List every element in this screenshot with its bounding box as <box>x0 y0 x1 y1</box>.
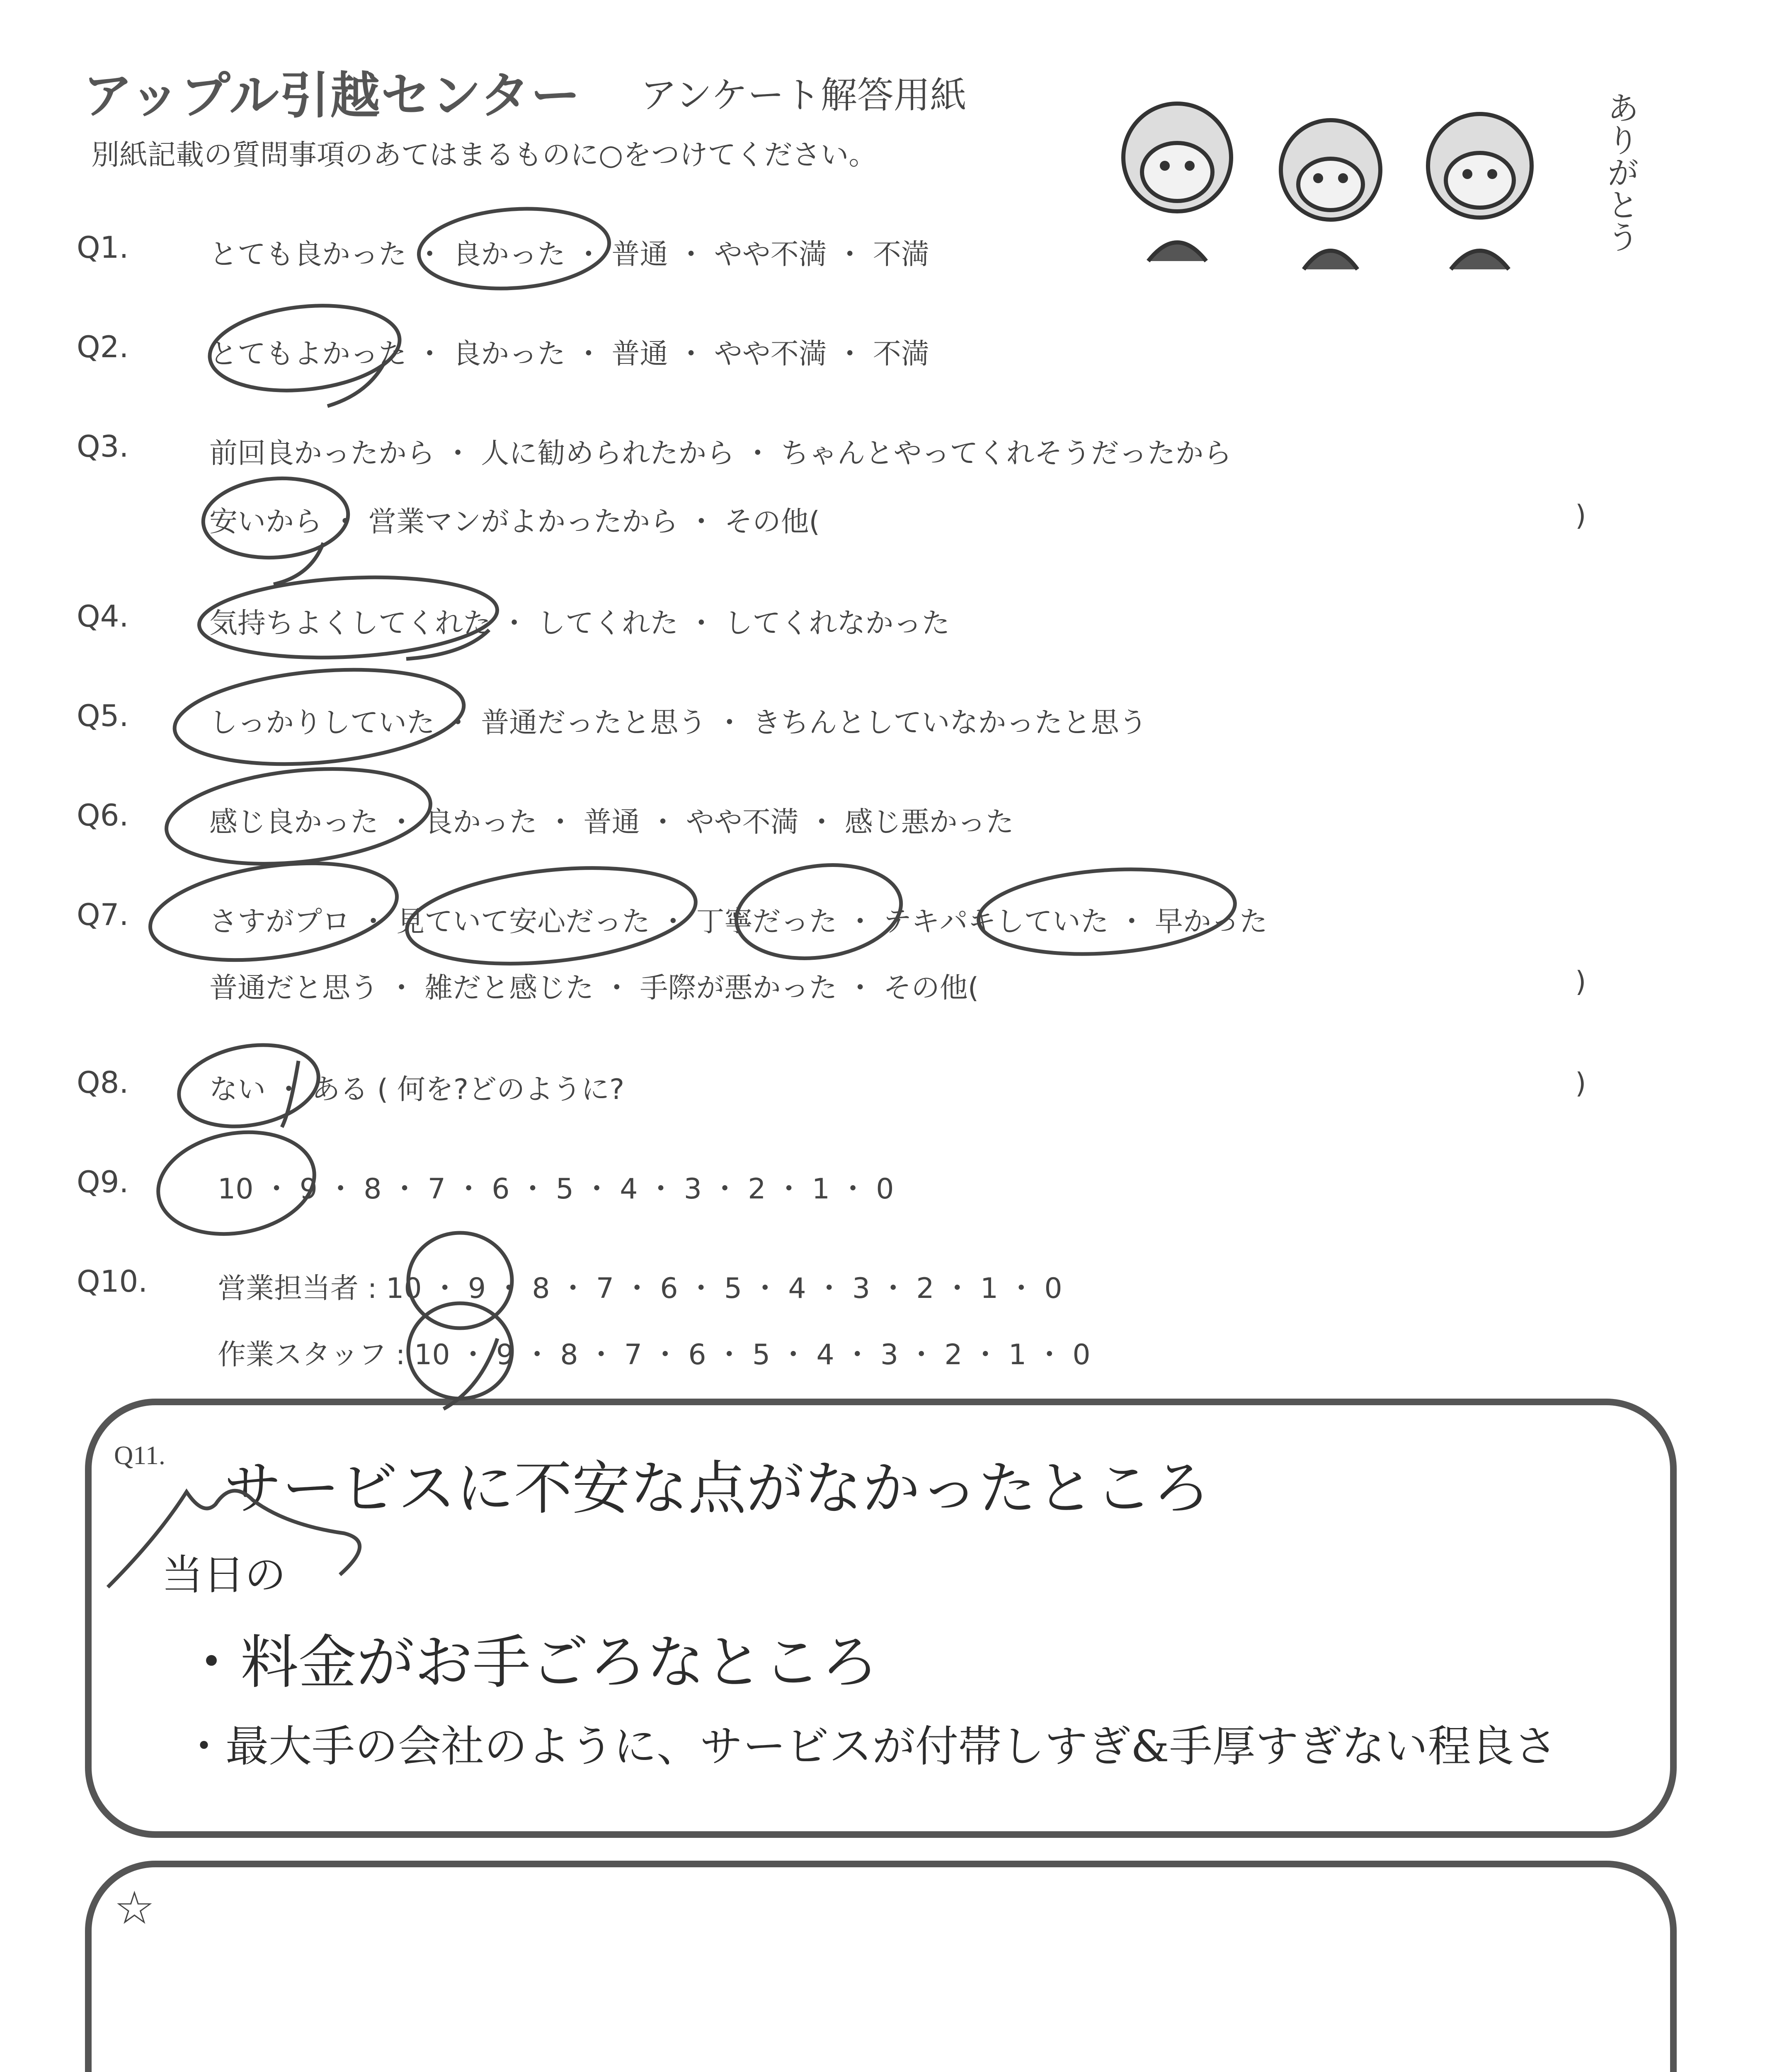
q3-number: Q3. <box>77 429 129 464</box>
q7-selection-mark-3 <box>730 855 907 968</box>
q10-staff-scale: 作業スタッフ : 10 ・ 9 ・ 8 ・ 7 ・ 6 ・ 5 ・ 4 ・ 3 ・ 2 ・ 1 ・ 0 <box>218 1339 1091 1371</box>
q1-number: Q1. <box>77 230 129 265</box>
q4-options: 気持ちよくしてくれた ・ してくれた ・ してくれなかった <box>209 607 950 640</box>
q3-options-line2: 安いから ・ 営業マンがよかったから ・ その他( <box>209 506 820 538</box>
q5-options: しっかりしていた ・ 普通だったと思う ・ きちんとしていなかったと思う <box>209 707 1147 739</box>
q10-number: Q10. <box>77 1264 148 1299</box>
q2-options: とてもよかった ・ 良かった ・ 普通 ・ やや不満 ・ 不満 <box>209 338 929 370</box>
q9-number: Q9. <box>77 1164 129 1199</box>
q6-options: 感じ良かった ・ 良かった ・ 普通 ・ やや不満 ・ 感じ悪かった <box>209 806 1014 839</box>
q11-insertion-caret <box>108 1491 360 1587</box>
q7-options-line1: さすがプロ ・ 見ていて安心だった ・ 丁寧だった ・ テキパキしていた ・ 早かった <box>209 905 1268 938</box>
q11-handwritten-line4: ・最大手の会社のように、サービスが付帯しすぎ&手厚すぎない程良さ <box>182 1721 1557 1772</box>
form-subtitle: アンケート解答用紙 <box>640 74 967 116</box>
q11-label: Q11. <box>114 1440 165 1470</box>
q11-handwritten-line1: サービスに不安な点がなかったところ <box>224 1455 1211 1523</box>
q10-sales-scale: 営業担当者 : 10 ・ 9 ・ 8 ・ 7 ・ 6 ・ 5 ・ 4 ・ 3 ・ 2 ・ 1 ・ 0 <box>218 1272 1062 1305</box>
q9-scale: 10 ・ 9 ・ 8 ・ 7 ・ 6 ・ 5 ・ 4 ・ 3 ・ 2 ・ 1 ・ 0 <box>218 1173 894 1205</box>
q3-other-close: ) <box>1575 499 1586 532</box>
q8-selection-tail <box>282 1061 298 1127</box>
q4-number: Q4. <box>77 599 129 634</box>
q7-selection-mark-4 <box>976 862 1238 962</box>
q3-options-line1: 前回良かったから ・ 人に勧められたから ・ ちゃんとやってくれそうだったから <box>209 437 1232 470</box>
q2-selection-mark <box>206 297 404 399</box>
q8-other-close: ) <box>1575 1067 1586 1100</box>
q1-options: とても良かった ・ 良かった ・ 普通 ・ やや不満 ・ 不満 <box>209 238 929 271</box>
q5-number: Q5. <box>77 698 129 733</box>
q11-handwritten-line3: ・料金がお手ごろなところ <box>182 1629 879 1697</box>
q8-selection-mark <box>172 1035 325 1137</box>
instructions: 別紙記載の質問事項のあてはまるものに○をつけてください。 <box>91 139 877 172</box>
q1-selection-mark <box>416 203 612 295</box>
q10-staff-selection-mark <box>408 1303 512 1399</box>
q6-number: Q6. <box>77 798 129 833</box>
form-title: アップル引越センター <box>83 67 581 125</box>
q2-number: Q2. <box>77 329 129 364</box>
q11-handwritten-line2: 当日の <box>162 1551 286 1599</box>
q8-options: ない ・ ある ( 何を?どのように? <box>209 1073 625 1106</box>
q7-selection-mark-1 <box>144 849 403 974</box>
mascot-caption: ありがとう <box>1603 91 1639 253</box>
star-icon: ☆ <box>114 1881 155 1934</box>
q7-options-line2: 普通だと思う ・ 雑だと感じた ・ 手際が悪かった ・ その他( <box>209 972 979 1005</box>
q7-other-close: ) <box>1575 966 1586 998</box>
q4-selection-tail <box>406 630 489 659</box>
q5-selection-mark <box>171 659 468 775</box>
q8-number: Q8. <box>77 1065 129 1100</box>
q3-selection-mark <box>201 474 351 562</box>
q9-selection-mark <box>150 1121 322 1246</box>
q6-selection-mark <box>162 757 435 876</box>
q7-number: Q7. <box>77 897 129 932</box>
q10-sales-selection-mark <box>408 1233 512 1328</box>
q7-selection-mark-2 <box>402 855 700 976</box>
